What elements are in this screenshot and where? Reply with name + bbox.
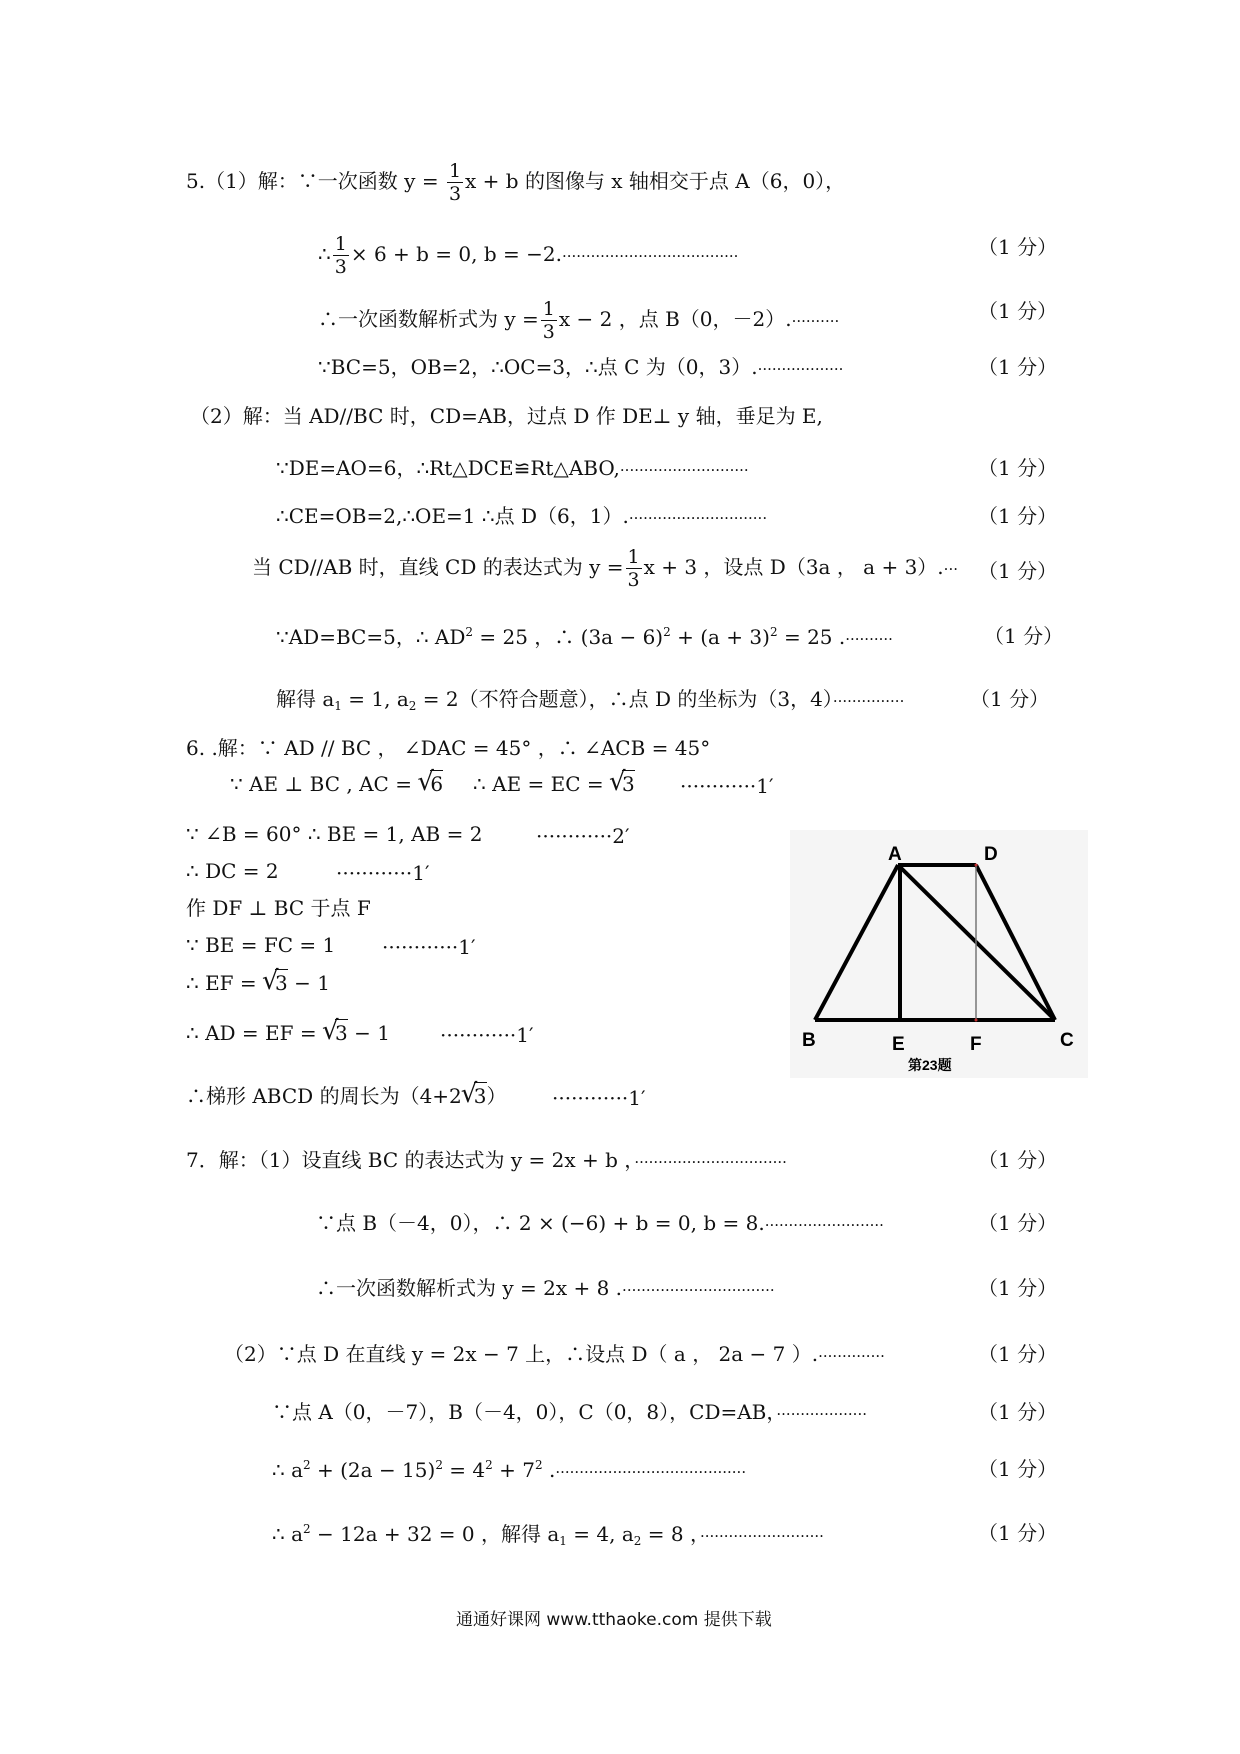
p5-line-3-tail: x − 2 ，点 B（0，－2）. [558,307,792,331]
p7-line-3-text: ∴一次函数解析式为 y = 2x + 8 . [316,1276,623,1300]
p5-line-2 [318,233,738,278]
radicand: 3 [275,971,288,995]
subscript: 2 [633,1534,642,1548]
score-mark: （1 分） [970,687,1050,711]
score-mark: （1 分） [978,456,1058,480]
score-mark: （1 分） [978,355,1058,379]
p7-line-1-text: 7．解：（1）设直线 BC 的表达式为 y = 2x + b ， [186,1148,635,1172]
p6-line-5: 作 DF ⊥ BC 于点 F [186,896,371,920]
fraction [626,546,642,591]
p6-line-9-b: ） [486,1084,507,1108]
leader-dots: ·························· [699,1527,824,1545]
p7-line-7-a: ∴ a [272,1522,304,1546]
exponent: 2 [663,625,671,639]
p6-line-7-a: ∴ EF = [186,971,264,995]
leader-dots: ····································· [561,247,739,265]
p5-line-6-text: ∵DE=AO=6，∴Rt△DCE≌Rt△ABO, [276,456,620,480]
p6-line-7 [186,973,330,993]
exponent: 2 [535,1458,543,1472]
label-b: B [802,1030,816,1051]
subscript: 1 [559,1534,567,1548]
fraction [333,233,349,278]
p7-line-6-e: . [542,1458,556,1482]
p7-line-3 [316,1278,775,1298]
p5-line-9-b: = 25 ，∴ (3a − 6) [473,625,664,649]
p7-line-4 [224,1344,885,1364]
fraction-numerator: 1 [334,233,347,255]
leader-dots: ····························· [628,509,768,527]
p6-line-8-a: ∴ AD = EF = [186,1021,323,1045]
score-mark: （1 分） [978,235,1058,259]
therefore-symbol: ∴ [318,242,331,266]
exponent: 2 [769,625,778,639]
fraction-numerator: 1 [627,546,640,568]
p7-line-6-d: + 7 [492,1458,535,1482]
exponent: 2 [303,1522,311,1536]
p6-line-8-b: − 1 [347,1021,390,1045]
mark: ············1′ [382,935,476,959]
p5-line-8-tail: x + 3 ，设点 D（3a ， a + 3）. [643,555,944,579]
mark: ············2′ [536,824,630,848]
fraction-numerator: 1 [448,160,462,182]
leader-dots: ·········· [845,630,893,648]
exponent: 2 [465,625,474,639]
figure-caption: 第23题 [908,1057,952,1073]
p5-line-4 [318,357,843,377]
score-mark: （1 分） [978,1400,1058,1424]
p5-line-9-a: ∵AD=BC=5，∴ AD [276,625,466,649]
leader-dots: ········································ [555,1463,747,1481]
p5-line-5: （2）解：当 AD//BC 时，CD=AB，过点 D 作 DE⊥ y 轴，垂足为 E, [190,404,823,428]
p5-line-10 [276,689,904,712]
exponent: 2 [485,1458,493,1472]
leader-dots: ························· [764,1216,884,1234]
trapezoid-diagram [790,830,1088,1078]
radicand: 3 [473,1084,487,1108]
p7-line-6 [272,1459,746,1480]
leader-dots: ··············· [832,692,905,710]
p7-line-7 [272,1523,824,1547]
label-d: D [984,844,998,865]
subscript: 1 [334,699,342,713]
leader-dots: ··················· [776,1405,867,1423]
page-footer: 通通好课网 www.tthaoke.com 提供下载 [456,1610,772,1630]
mark: ············1′ [552,1086,646,1110]
sqrt [462,1086,487,1106]
p5-line-1-tail: x + b 的图像与 x 轴相交于点 A（6，0）， [465,169,846,193]
trapezoid-figure [790,830,1088,1078]
score-mark: （1 分） [978,299,1058,323]
p7-line-5-text: ∵点 A（0，－7），B（－4，0），C（0，8），CD=AB， [272,1400,777,1424]
p5-line-3 [318,298,839,343]
p5-line-10-b: = 1, a [341,687,409,711]
subscript: 2 [408,699,417,713]
p7-line-4-text: （2）∵点 D 在直线 y = 2x − 7 上，∴设点 D（ a ， 2a − 7 ）. [224,1342,819,1366]
p5-line-4-text: ∵BC=5，OB=2，∴OC=3，∴点 C 为（0，3）. [318,355,758,379]
leader-dots: ·················· [757,360,844,378]
label-a: A [888,844,902,865]
score-mark: （1 分） [978,504,1058,528]
p7-line-7-b: − 12a + 32 = 0 ，解得 a [310,1522,560,1546]
p6-line-1: 6. .解：∵ AD // BC ， ∠DAC = 45° ，∴ ∠ACB = 45° [186,736,711,760]
score-mark: （1 分） [978,1521,1058,1545]
leader-dots: ··························· [619,461,749,479]
p6-line-9-a: ∴梯形 ABCD 的周长为（4+2 [186,1084,462,1108]
p6-line-6: ∵ BE = FC = 1 [186,933,336,957]
score-mark: （1 分） [978,1148,1058,1172]
sqrt [418,774,443,794]
exponent: 2 [303,1458,311,1472]
p6-line-2-a: ∵ AE ⊥ BC , AC = [230,772,419,796]
segment-dc [976,865,1055,1020]
score-mark: （1 分） [978,1342,1058,1366]
p7-line-7-d: = 8 ， [641,1522,700,1546]
leader-dots: ·········· [791,312,840,330]
p5-line-9-c: + (a + 3) [670,625,770,649]
p5-line-6 [276,458,749,478]
p6-line-2 [230,774,635,794]
sqrt [610,774,635,794]
sqrt [263,973,288,993]
segment-ab [815,865,898,1020]
p6-line-9 [186,1086,507,1106]
fraction-denominator: 3 [334,256,347,278]
fraction [541,298,557,343]
score-mark: （1 分） [978,1457,1058,1481]
sqrt [323,1023,348,1043]
p7-line-2-text: ∵点 B（－4，0），∴ 2 × (−6) + b = 0, b = 8. [316,1211,765,1235]
p6-line-2-b: ∴ AE = EC = [473,772,611,796]
p7-line-7-c: = 4, a [566,1522,634,1546]
p6-line-7-b: − 1 [287,971,330,995]
p5-line-8 [252,546,958,591]
p7-line-5 [272,1402,867,1422]
leader-dots: ··· [943,560,958,578]
p5-line-1 [186,160,845,205]
point-d-mark [975,864,978,867]
leader-dots: ································ [634,1153,787,1171]
p7-line-6-a: ∴ a [272,1458,304,1482]
score-mark: （1 分） [978,559,1058,583]
radicand: 3 [622,772,635,796]
mark: ············1′ [440,1023,534,1047]
leader-dots: ·············· [818,1347,885,1365]
fraction-denominator: 3 [448,183,462,205]
p5-line-7-text: ∴CE=OB=2,∴OE=1 ∴点 D（6，1）. [276,504,629,528]
p7-line-2 [316,1213,884,1233]
p5-line-2-text: × 6 + b = 0, b = −2. [350,242,562,266]
exponent: 2 [435,1458,443,1472]
p5-line-8-head: 当 CD//AB 时，直线 CD 的表达式为 y = [252,555,624,579]
p5-line-10-a: 解得 a [276,687,335,711]
p6-line-8 [186,1023,390,1043]
p7-line-6-b: + (2a − 15) [310,1458,436,1482]
p6-line-4: ∴ DC = 2 [186,859,279,883]
p6-line-3: ∵ ∠B = 60° ∴ BE = 1, AB = 2 [186,822,483,846]
label-f: F [970,1034,982,1055]
score-mark: （1 分） [978,1211,1058,1235]
p5-line-9-d: = 25 . [777,625,846,649]
label-e: E [892,1034,905,1055]
p7-line-1 [186,1150,787,1170]
p5-line-7 [276,506,767,526]
mark: ············1′ [680,774,774,798]
p5-line-1-head: 5.（1）解：∵一次函数 y = [186,169,445,193]
score-mark: （1 分） [978,1276,1058,1300]
p5-line-10-c: = 2（不符合题意），∴点 D 的坐标为（3，4） [416,687,833,711]
fraction-denominator: 3 [542,321,555,343]
mark: ············1′ [336,861,430,885]
leader-dots: ································ [622,1281,775,1299]
radicand: 3 [334,1021,348,1045]
p5-line-3-head: ∴一次函数解析式为 y = [318,307,539,331]
fraction-numerator: 1 [542,298,555,320]
fraction-denominator: 3 [627,569,640,591]
p7-line-6-c: = 4 [442,1458,486,1482]
radicand: 6 [430,772,444,796]
p5-line-9 [276,626,893,647]
score-mark: （1 分） [984,624,1064,648]
point-f-mark [975,1019,978,1022]
fraction [447,160,463,205]
label-c: C [1060,1030,1074,1051]
